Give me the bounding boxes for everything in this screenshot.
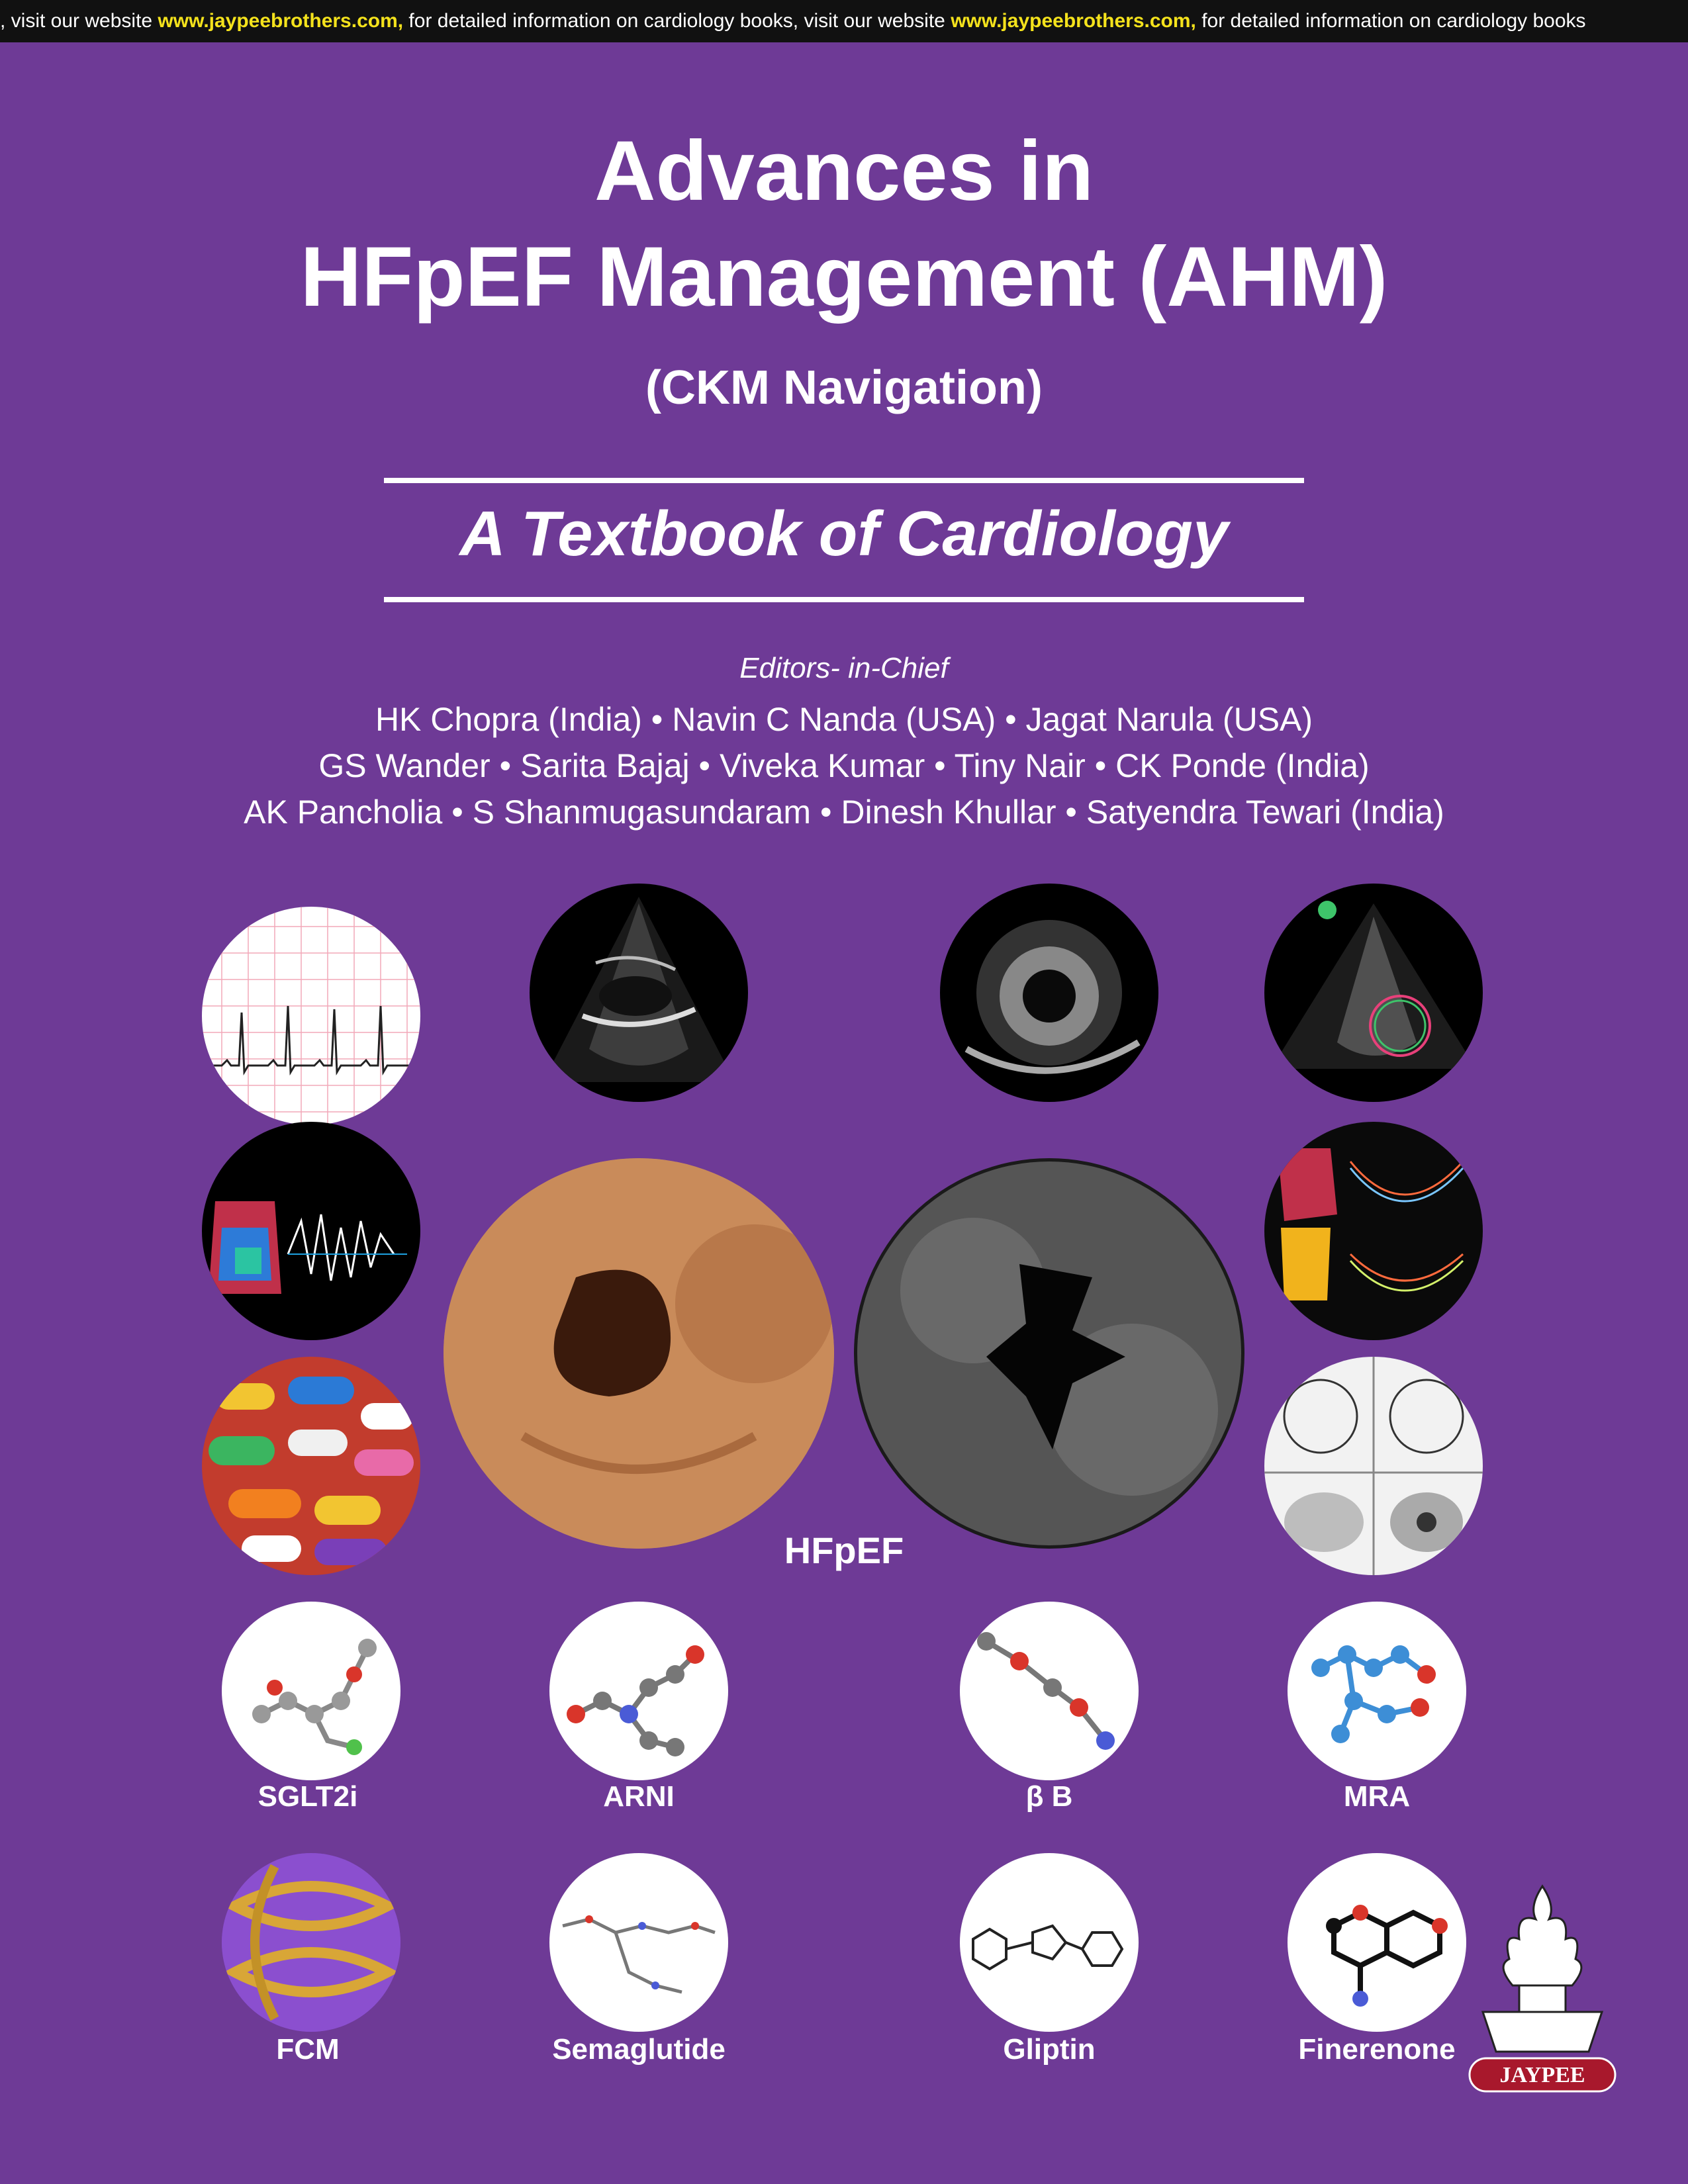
ecg-image xyxy=(202,907,420,1125)
editors-line-3: AK Pancholia • S Shanmugasundaram • Dinesh Khullar • Satyendra Tewari (India) xyxy=(244,794,1444,831)
top-banner xyxy=(0,0,1688,42)
label-mra: MRA xyxy=(1343,1780,1411,1813)
subtitle: A Textbook of Cardiology xyxy=(459,498,1229,569)
echo-image-3 xyxy=(1264,884,1483,1102)
title-line-1: Advances in xyxy=(594,124,1094,218)
editors-label: Editors- in-Chief xyxy=(739,652,949,684)
title-line-3: (CKM Navigation) xyxy=(645,361,1043,414)
banner-link-2[interactable]: www.jaypeebrothers.com, xyxy=(951,10,1196,32)
banner-text-1: , visit our website xyxy=(0,10,158,32)
hand-icon xyxy=(1483,2012,1602,2052)
volume-curves-image xyxy=(1264,1122,1483,1340)
mra-molecule xyxy=(1288,1602,1466,1780)
label-semaglutide: Semaglutide xyxy=(552,2033,726,2066)
editors-line-2: GS Wander • Sarita Bajaj • Viveka Kumar • Tiny Nair • CK Ponde (India) xyxy=(318,747,1370,784)
title-line-2: HFpEF Management (AHM) xyxy=(300,230,1388,324)
label-arni: ARNI xyxy=(603,1780,675,1813)
label-gliptin: Gliptin xyxy=(1003,2033,1096,2066)
banner-text-2: for detailed information on cardiology books, visit our website xyxy=(403,10,951,32)
echo-image-1 xyxy=(530,884,748,1102)
label-fcm: FCM xyxy=(276,2033,340,2066)
sglt2i-molecule xyxy=(222,1602,400,1780)
heart-specimen-image xyxy=(444,1158,834,1549)
semaglutide-structure xyxy=(549,1853,728,2032)
echo-image-2 xyxy=(940,884,1158,1102)
torch-flame-icon xyxy=(1503,1886,1581,1985)
subtitle-rule-top xyxy=(384,478,1304,483)
banner-link-1[interactable]: www.jaypeebrothers.com, xyxy=(158,10,404,32)
arni-molecule xyxy=(549,1602,728,1780)
finerenone-molecule xyxy=(1288,1853,1466,2032)
echo-closeup-image xyxy=(854,1158,1244,1549)
fcm-structure xyxy=(222,1853,400,2032)
beta-blocker-molecule xyxy=(960,1602,1139,1780)
label-beta-blocker: β B xyxy=(1025,1780,1073,1813)
hfpef-label: HFpEF xyxy=(784,1529,904,1571)
jaypee-logo xyxy=(1456,1880,1628,2098)
banner-text-3: for detailed information on cardiology books xyxy=(1196,10,1586,32)
label-finerenone: Finerenone xyxy=(1298,2033,1456,2066)
label-sglt2i: SGLT2i xyxy=(258,1780,358,1813)
publisher-name: JAYPEE xyxy=(1499,2063,1585,2087)
subtitle-rule-bottom xyxy=(384,597,1304,602)
gliptin-structure xyxy=(960,1853,1139,2032)
doppler-image xyxy=(202,1122,420,1340)
editors-line-1: HK Chopra (India) • Navin C Nanda (USA) • Jagat Narula (USA) xyxy=(375,701,1313,738)
